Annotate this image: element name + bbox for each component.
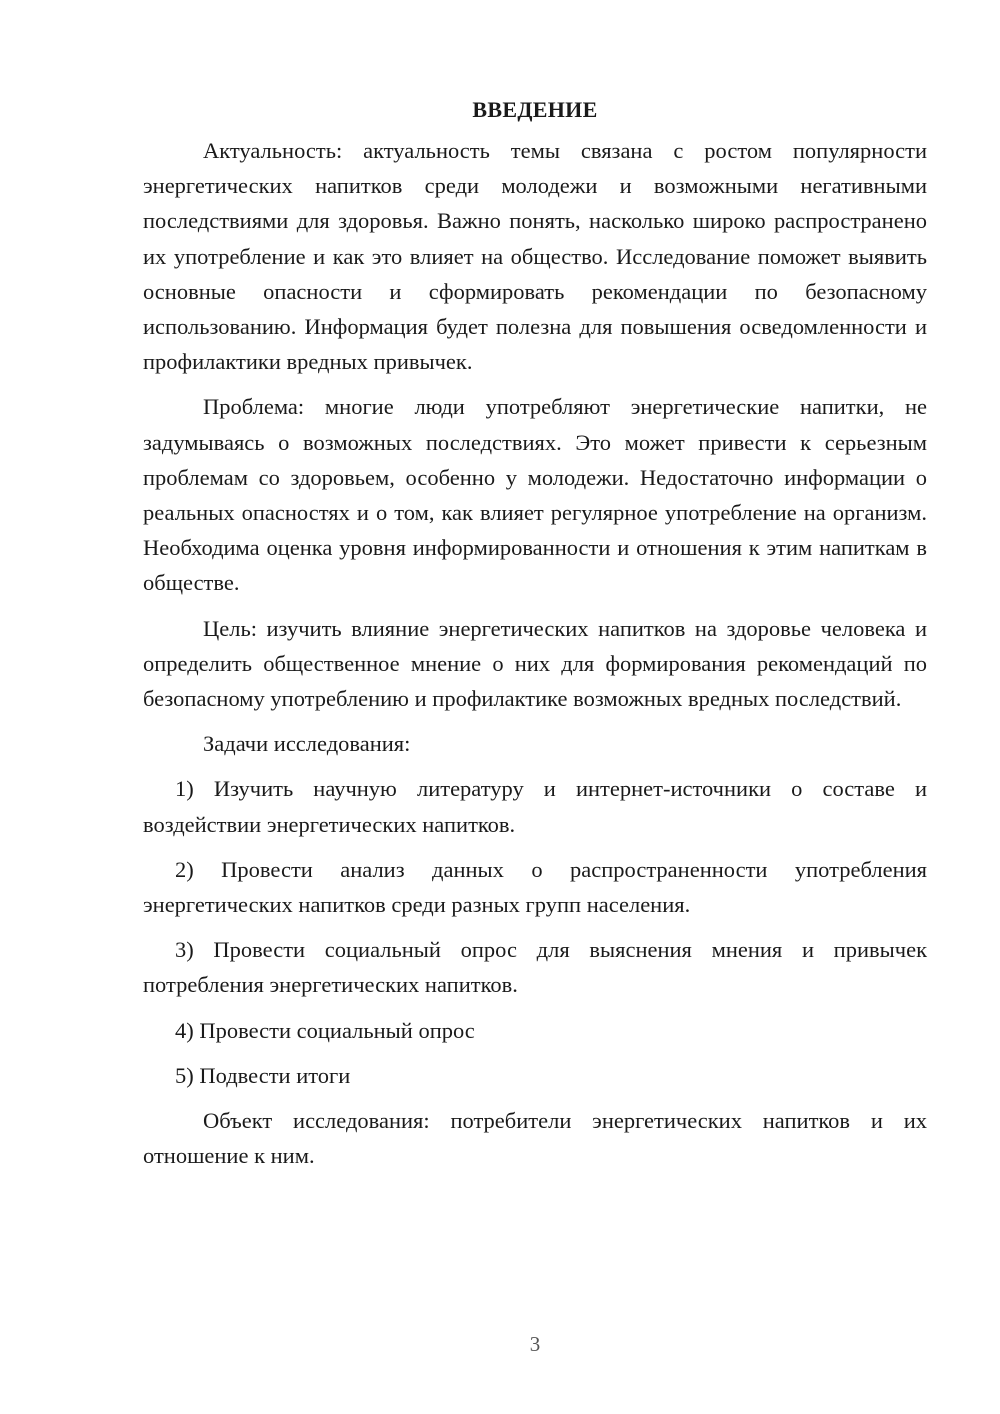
goal-paragraph: Цель: изучить влияние энергетических напитков на здоровье человека и определить общественное мнение о них для формирования рекомендаций по безопасному употреблению и профилактике возможных вредных последствий. — [143, 615, 927, 712]
task-item-2: 2) Провести анализ данных о распространенности употребления энергетических напитков среди разных групп населения. — [143, 856, 927, 918]
page-title: ВВЕДЕНИЕ — [472, 97, 598, 122]
task-item-3: 3) Провести социальный опрос для выяснения мнения и привычек потребления энергетических напитков. — [143, 937, 927, 998]
relevance-paragraph: Актуальность: актуальность темы связана с ростом популярности энергетических напитков среди молодежи и возможными негативными последствиями для здоровья. Важно понять, насколько широко распространено их употребление и как это влияет на общество. Исследование поможет выявить основные опасности и сформировать рекомендации по безопасному использованию. Информация будет полезна для повышения осведомленности и профилактики вредных привычек. — [143, 138, 927, 375]
task-item-5: 5) Подвести итоги — [175, 1062, 351, 1088]
object-paragraph: Объект исследования: потребители энергетических напитков и их отношение к ним. — [143, 1108, 927, 1169]
task-item-1: 1) Изучить научную литературу и интернет-источники о составе и воздействии энергетических напитков. — [143, 776, 927, 837]
task-item-4: 4) Провести социальный опрос — [175, 1017, 475, 1043]
tasks-heading: Задачи исследования: — [203, 731, 411, 757]
problem-paragraph: Проблема: многие люди употребляют энергетические напитки, не задумываясь о возможных последствиях. Это может привести к серьезным проблемам со здоровьем, особенно у молодежи. Недостаточно информации о реальных опасностях и о том, как влияет регулярное употребление на организм. Необходима оценка уровня информированности и отношения к этим напиткам в обществе. — [143, 394, 927, 596]
page-number: 3 — [529, 1332, 541, 1356]
page-content — [143, 92, 927, 1183]
